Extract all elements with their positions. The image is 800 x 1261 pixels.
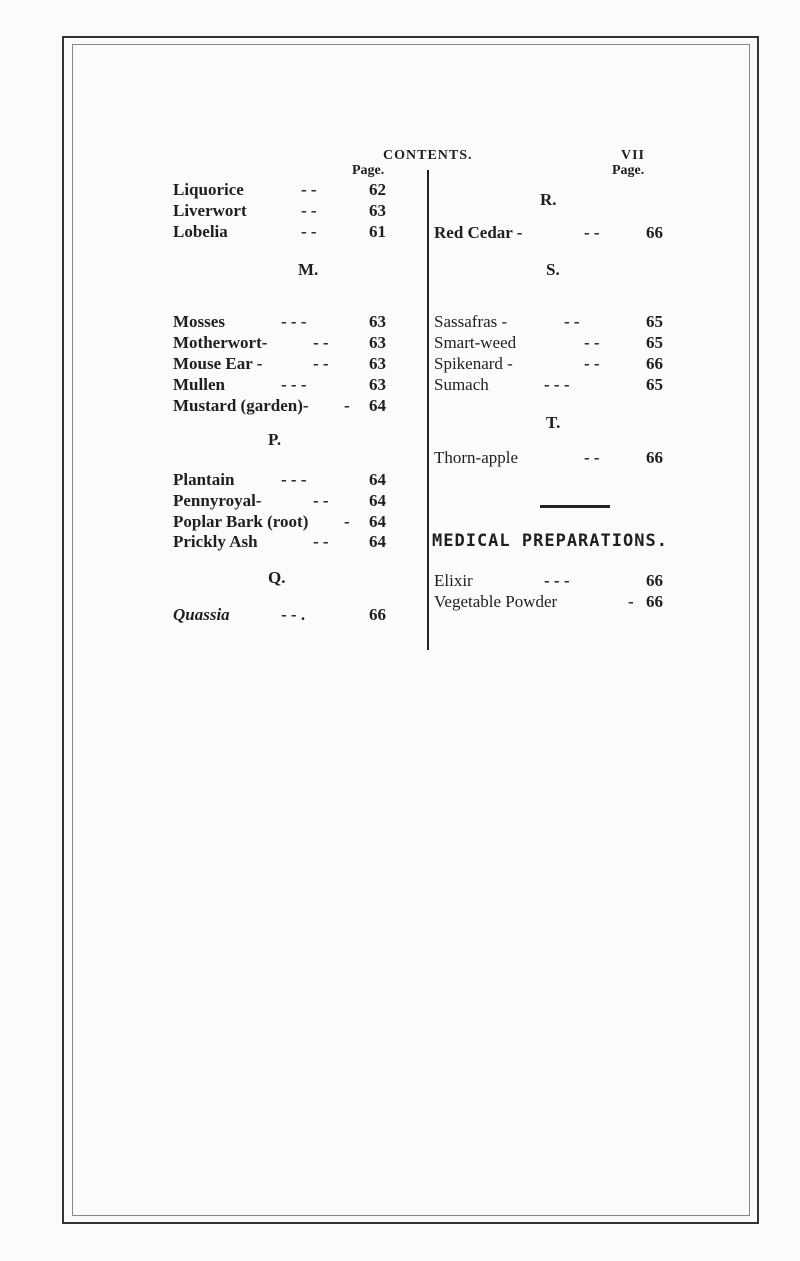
entry-name: Lobelia — [173, 222, 228, 241]
section-letter-s: S. — [546, 260, 560, 279]
entry-name: Vegetable Powder — [434, 592, 558, 611]
entry-dots: - — [628, 592, 634, 611]
entry-name: Mullen — [173, 375, 225, 394]
entry-name: Spikenard - — [434, 354, 513, 373]
entry-page: 66 — [369, 605, 386, 624]
medical-preparations-heading: MEDICAL PREPARATIONS. — [432, 531, 668, 551]
entry-page: 66 — [646, 571, 663, 590]
list-item — [434, 375, 674, 395]
entry-name: Mouse Ear - — [173, 354, 263, 373]
section-letter-m: M. — [298, 260, 319, 279]
entry-page: 63 — [369, 333, 386, 352]
entry-name: Mustard (garden)- — [173, 396, 309, 415]
entry-name: Liquorice — [173, 180, 244, 199]
list-item — [173, 532, 423, 552]
entry-name: Smart-weed — [434, 333, 517, 352]
entry-page: 63 — [369, 201, 386, 220]
entry-dots: - — [344, 396, 350, 415]
list-item — [173, 512, 423, 532]
entry-dots: - - - — [281, 375, 307, 394]
entry-page: 65 — [646, 375, 663, 394]
entry-dots: - - - — [281, 312, 307, 331]
entry-page: 64 — [369, 532, 386, 551]
entry-name: Mosses — [173, 312, 225, 331]
entry-name: Red Cedar - — [434, 223, 523, 242]
list-item — [173, 333, 423, 353]
entry-dots: - - — [564, 312, 580, 331]
entry-page: 61 — [369, 222, 386, 241]
left-page-label: Page. — [352, 163, 385, 178]
list-item — [173, 222, 423, 242]
entry-page: 64 — [369, 491, 386, 510]
list-item — [434, 592, 674, 612]
right-page-label: Page. — [612, 163, 645, 178]
header-title: CONTENTS. — [383, 148, 473, 163]
list-item — [434, 333, 674, 353]
entry-dots: - - — [584, 333, 600, 352]
list-item — [173, 312, 423, 332]
list-item — [173, 605, 423, 625]
entry-page: 63 — [369, 354, 386, 373]
list-item — [434, 571, 674, 591]
entry-dots: - - — [301, 180, 317, 199]
entry-page: 63 — [369, 375, 386, 394]
header-page-number: VII — [621, 148, 646, 163]
entry-page: 63 — [369, 312, 386, 331]
entry-dots: - - . — [281, 605, 306, 624]
list-item — [434, 312, 674, 332]
entry-dots: - - - — [544, 571, 570, 590]
entry-page: 64 — [369, 512, 386, 531]
section-letter-r: R. — [540, 190, 557, 209]
section-letter-t: T. — [546, 413, 561, 432]
entry-name: Pennyroyal- — [173, 491, 262, 510]
entry-dots: - - — [584, 354, 600, 373]
list-item — [173, 354, 423, 374]
list-item — [173, 396, 423, 416]
entry-page: 65 — [646, 333, 663, 352]
list-item — [434, 354, 674, 374]
entry-name: Poplar Bark (root) — [173, 512, 309, 531]
entry-dots: - — [344, 512, 350, 531]
entry-name: Elixir — [434, 571, 473, 590]
entry-dots: - - — [301, 222, 317, 241]
entry-page: 66 — [646, 592, 663, 611]
entry-dots: - - — [313, 491, 329, 510]
entry-dots: - - — [313, 354, 329, 373]
entry-dots: - - - — [281, 470, 307, 489]
list-item — [173, 201, 423, 221]
entry-page: 62 — [369, 180, 386, 199]
entry-name: Quassia — [173, 605, 230, 624]
entry-dots: - - - — [544, 375, 570, 394]
list-item — [173, 470, 423, 490]
entry-name: Thorn-apple — [434, 448, 519, 467]
entry-page: 64 — [369, 396, 386, 415]
entry-name: Motherwort- — [173, 333, 268, 352]
list-item — [173, 375, 423, 395]
entry-dots: - - — [584, 448, 600, 467]
entry-page: 65 — [646, 312, 663, 331]
entry-name: Prickly Ash — [173, 532, 258, 551]
entry-name: Liverwort — [173, 201, 247, 220]
column-divider — [427, 170, 429, 650]
entry-dots: - - — [313, 333, 329, 352]
entry-page: 66 — [646, 223, 663, 242]
entry-page: 64 — [369, 470, 386, 489]
list-item — [434, 223, 674, 243]
list-item — [173, 180, 423, 200]
list-item — [173, 491, 423, 511]
entry-dots: - - — [584, 223, 600, 242]
section-divider — [540, 505, 610, 508]
list-item — [434, 448, 674, 468]
entry-name: Plantain — [173, 470, 235, 489]
entry-name: Sassafras - — [434, 312, 508, 331]
entry-page: 66 — [646, 354, 663, 373]
entry-dots: - - — [301, 201, 317, 220]
entry-page: 66 — [646, 448, 663, 467]
section-letter-p: P. — [268, 430, 282, 449]
entry-dots: - - — [313, 532, 329, 551]
section-letter-q: Q. — [268, 568, 286, 587]
entry-name: Sumach — [434, 375, 489, 394]
